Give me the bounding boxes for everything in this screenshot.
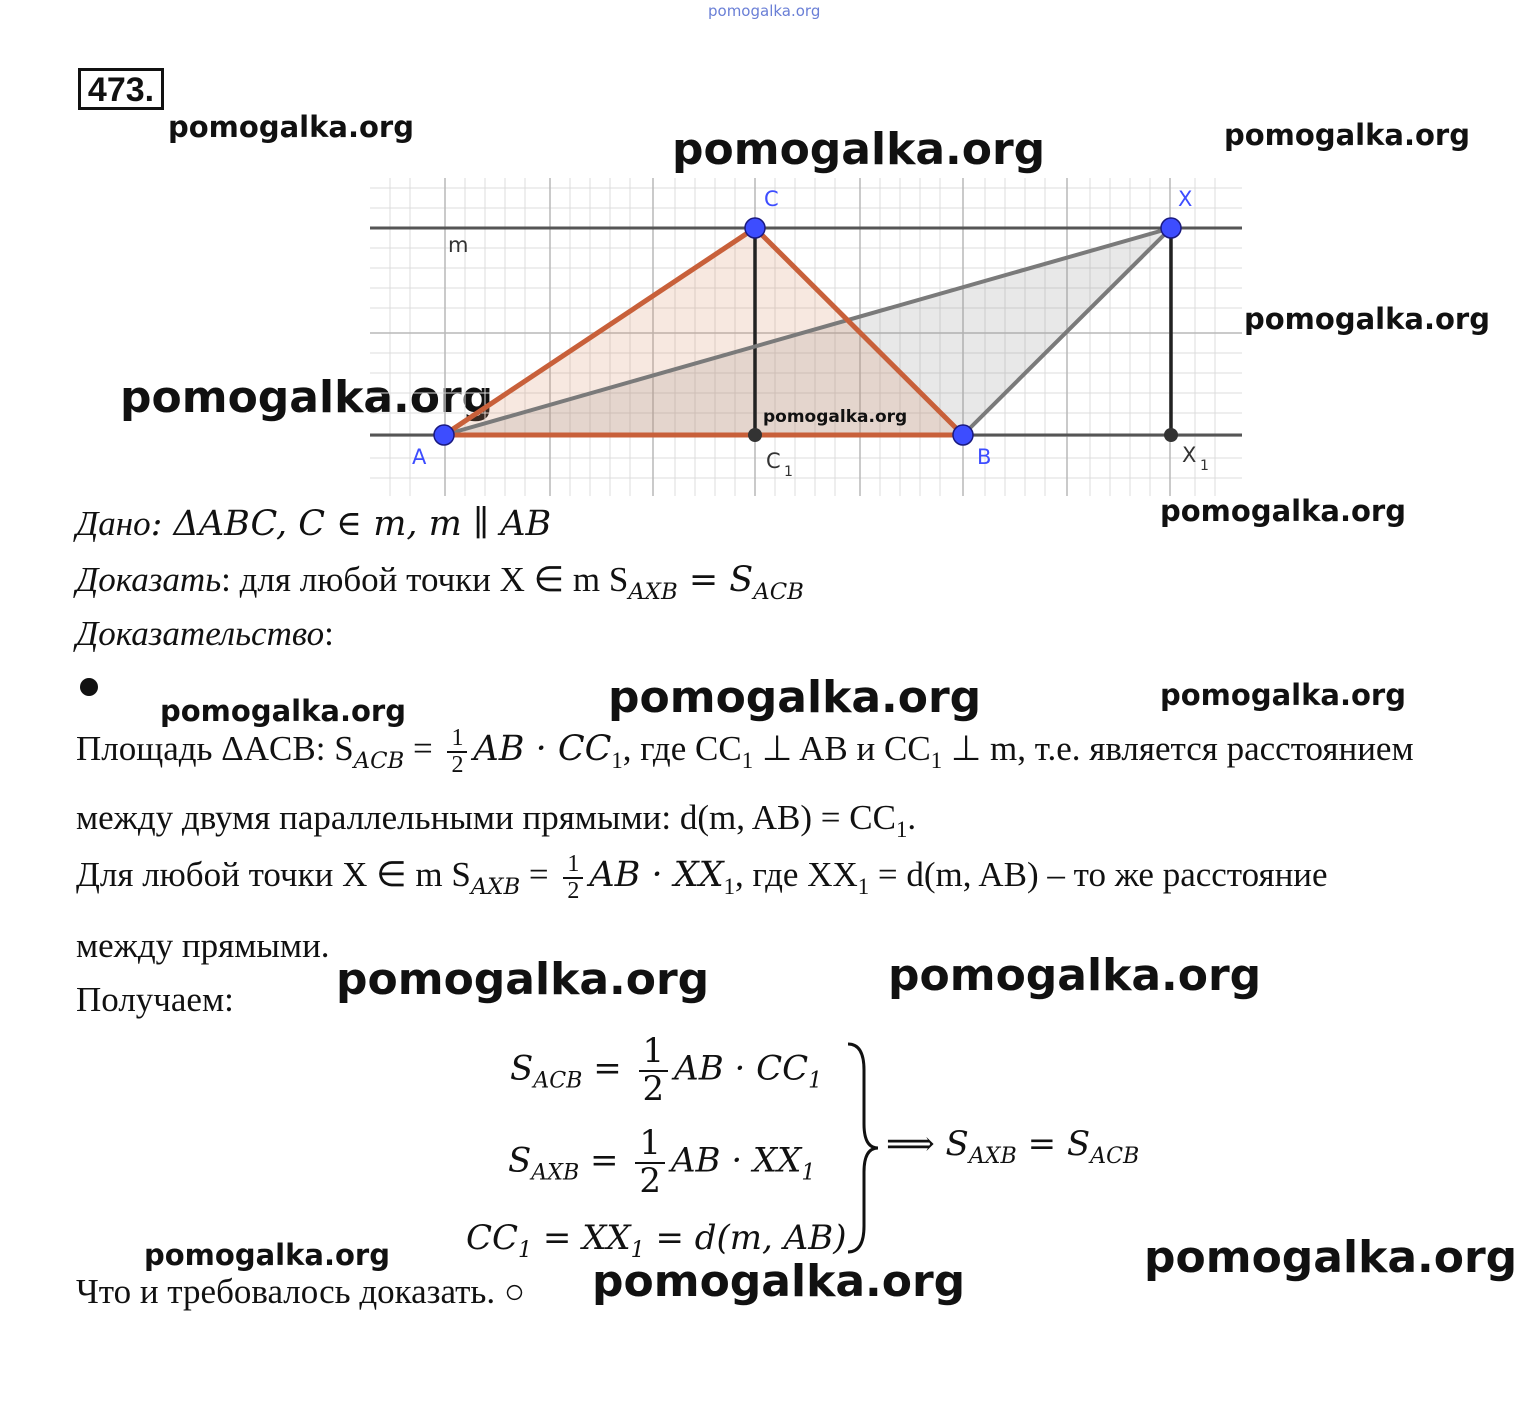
watermark: pomogalka.org xyxy=(144,1238,390,1272)
qed-line: Что и требовалось доказать. ○ xyxy=(76,1272,526,1311)
watermark: pomogalka.org xyxy=(672,124,1046,175)
watermark: pomogalka.org xyxy=(1160,678,1406,712)
watermark: pomogalka.org xyxy=(1244,302,1490,336)
point-a xyxy=(434,425,454,445)
label-x1-sub: 1 xyxy=(1200,458,1209,474)
proof-line-5: Получаем: xyxy=(76,980,234,1019)
watermark: pomogalka.org xyxy=(888,950,1262,1001)
watermark: pomogalka.org xyxy=(1224,118,1470,152)
point-x1 xyxy=(1164,428,1178,442)
system-eq-3: $CC_1 = XX_1 = d(m$, AB) xyxy=(466,1218,847,1263)
right-brace xyxy=(842,1040,882,1256)
conclusion: ⟹ $S_{AXB} = S_{ACB}$ xyxy=(886,1124,1140,1169)
label-a: A xyxy=(412,445,427,469)
watermark-top: pomogalka.org xyxy=(708,2,821,20)
watermark: pomogalka.org xyxy=(160,694,406,728)
proof-line-1: Площадь ΔACB: $S_{ACB}$ = $\frac{1}{2}$ AB · $CC_1$, где $CC_1$ ⊥ AB и $CC_1$ ⊥ m, т.е. является расстоянием xyxy=(76,725,1414,779)
point-x xyxy=(1161,218,1181,238)
label-x: X xyxy=(1178,187,1193,211)
watermark: pomogalka.org xyxy=(608,672,982,723)
point-c1 xyxy=(748,428,762,442)
problem-number: 473. xyxy=(78,68,164,110)
prove-line: Доказать: для любой точки X ∈ m $S_{AXB} = S_{ACB}$ xyxy=(76,560,804,605)
proof-heading: Доказательство: xyxy=(76,614,334,653)
label-c1: C xyxy=(766,449,781,473)
watermark: pomogalka.org xyxy=(1160,494,1406,528)
given-line: Дано: ΔABC, C ∈ m, m ∥ AB xyxy=(76,504,552,544)
proof-line-4: между прямыми. xyxy=(76,926,330,965)
geometry-figure xyxy=(370,178,1242,496)
system-eq-1: $S_{ACB}$ = $\frac{1}{2}$ AB · $CC_1$ xyxy=(510,1031,823,1109)
proof-line-2: между двумя параллельными прямыми: d(m, $AB) = CC_1$. xyxy=(76,798,917,842)
label-m: m xyxy=(448,233,469,257)
label-b: B xyxy=(977,445,992,469)
system-eq-2: $S_{AXB}$ = $\frac{1}{2}$ AB · $XX_1$ xyxy=(508,1123,816,1201)
watermark: pomogalka.org xyxy=(336,954,710,1005)
point-b xyxy=(953,425,973,445)
watermark: pomogalka.org xyxy=(120,372,494,423)
watermark: pomogalka.org xyxy=(763,407,908,427)
watermark: pomogalka.org xyxy=(1144,1232,1518,1283)
label-c: C xyxy=(764,187,779,211)
watermark: pomogalka.org xyxy=(592,1256,966,1307)
label-x1: X xyxy=(1182,443,1197,467)
watermark: pomogalka.org xyxy=(168,110,414,144)
label-c1-sub: 1 xyxy=(784,464,793,480)
proof-line-3: Для любой точки X ∈ m $S_{AXB}$ = $\frac{1}{2}$ AB · $XX_1$, где $XX_1 = d(m$, AB) – то же расстояние xyxy=(76,851,1328,905)
bullet xyxy=(80,678,98,696)
point-c xyxy=(745,218,765,238)
